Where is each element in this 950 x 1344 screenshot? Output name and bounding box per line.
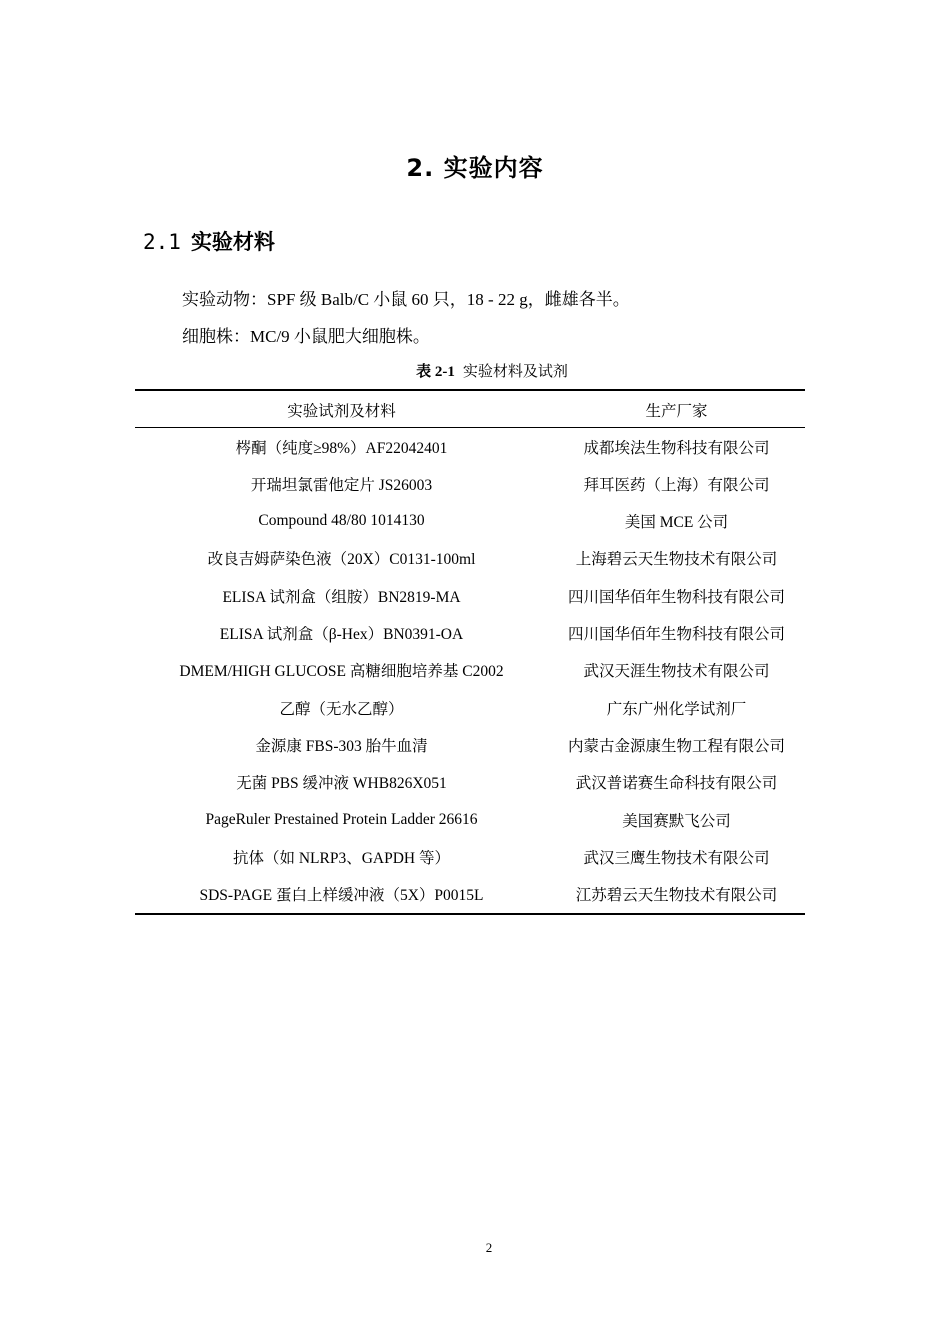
table-header-manufacturer: 生产厂家 (645, 402, 708, 420)
table-row (135, 577, 805, 614)
material-cell: 改良吉姆萨染色液（20X）C0131-100ml (207, 551, 476, 569)
manufacturer-cell: 美国赛默飞公司 (622, 812, 731, 830)
material-cell: 开瑞坦氯雷他定片 JS26003 (250, 476, 433, 494)
material-cell: 抗体（如 NLRP3、GAPDH 等） (232, 849, 451, 867)
material-cell: ELISA 试剂盒（β-Hex）BN0391-OA (219, 626, 464, 643)
chapter-title: 2. 实验内容 (406, 154, 544, 182)
material-cell: 梣酮（纯度≥98%）AF22042401 (235, 439, 448, 457)
page-number: 2 (485, 1240, 493, 1255)
manufacturer-cell: 武汉天涯生物技术有限公司 (583, 663, 770, 681)
table-row (135, 540, 805, 577)
table-row (135, 764, 805, 801)
material-cell: Compound 48/80 1014130 (258, 512, 425, 530)
manufacturer-cell: 四川国华佰年生物科技有限公司 (567, 588, 785, 606)
material-cell: ELISA 试剂盒（组胺）BN2819-MA (222, 588, 461, 606)
table-caption (0, 360, 950, 381)
manufacturer-cell: 四川国华佰年生物科技有限公司 (567, 626, 785, 643)
manufacturer-cell: 上海碧云天生物技术有限公司 (575, 551, 778, 569)
paragraph-cell-line: 细胞株：MC/9 小鼠肥大细胞株。 (182, 327, 430, 346)
manufacturer-cell: 成都埃法生物科技有限公司 (583, 439, 770, 457)
material-cell: 乙醇（无水乙醇） (279, 700, 404, 718)
manufacturer-cell: 拜耳医药（上海）有限公司 (583, 476, 770, 494)
table-row (135, 801, 805, 838)
manufacturer-cell: 武汉三鹰生物技术有限公司 (583, 849, 770, 867)
table-header-material: 实验试剂及材料 (287, 402, 396, 420)
material-cell: 金源康 FBS-303 胎牛血清 (255, 737, 428, 755)
manufacturer-cell: 美国 MCE 公司 (624, 514, 729, 532)
material-cell: DMEM/HIGH GLUCOSE 高糖细胞培养基 C2002 (179, 663, 504, 681)
table-row (135, 428, 805, 465)
table-caption-text: 实验材料及试剂 (462, 362, 568, 380)
table-row (135, 689, 805, 726)
manufacturer-cell: 江苏碧云天生物技术有限公司 (575, 887, 778, 905)
manufacturer-cell: 武汉普诺赛生命科技有限公司 (575, 775, 778, 793)
table-header-row (135, 391, 805, 428)
manufacturer-cell: 广东广州化学试剂厂 (606, 700, 747, 718)
table-row (135, 726, 805, 763)
section-heading (143, 226, 275, 256)
table-row (135, 838, 805, 875)
table-caption-label: 表 2-1 (416, 364, 455, 380)
table-row (135, 465, 805, 502)
section-title: 实验材料 (190, 230, 275, 254)
section-number: 2.1 (143, 230, 181, 254)
table-row (135, 503, 805, 540)
paragraph-animals: 实验动物：SPF 级 Balb/C 小鼠 60 只，18 - 22 g，雌雄各半。 (182, 290, 630, 309)
table-row (135, 615, 805, 652)
table-row (135, 652, 805, 689)
material-cell: SDS-PAGE 蛋白上样缓冲液（5X）P0015L (199, 887, 484, 905)
material-cell: 无菌 PBS 缓冲液 WHB826X051 (236, 775, 447, 793)
table-bottom-rule (135, 913, 805, 915)
material-cell: PageRuler Prestained Protein Ladder 26616 (205, 810, 478, 828)
manufacturer-cell: 内蒙古金源康生物工程有限公司 (567, 737, 785, 755)
table-row (135, 876, 805, 913)
